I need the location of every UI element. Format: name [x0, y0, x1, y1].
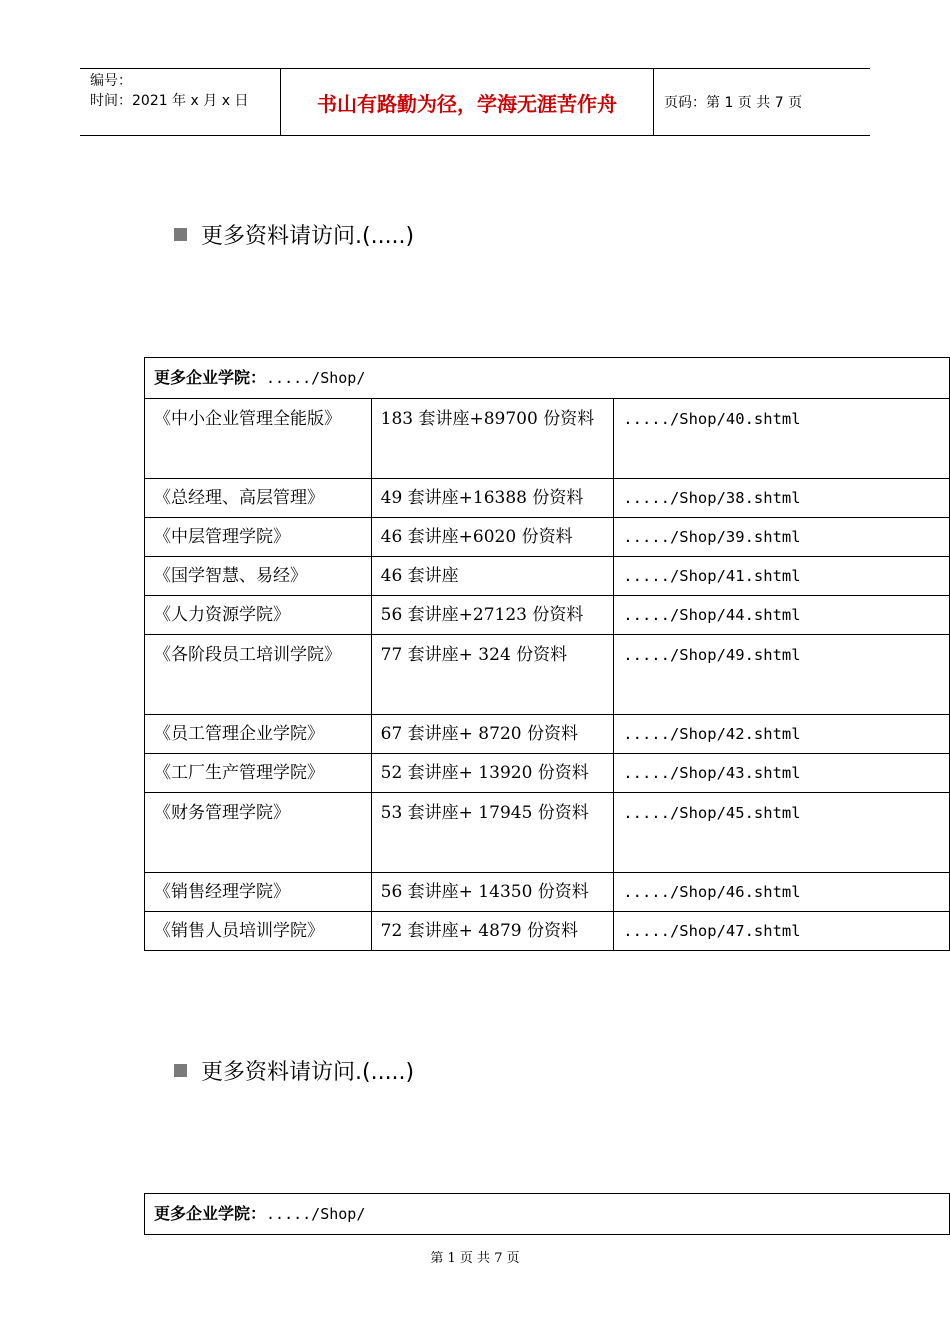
table-row [145, 557, 950, 596]
header-meta [80, 69, 281, 135]
document-header [80, 68, 870, 136]
square-bullet-icon [174, 1064, 187, 1077]
academy-name: 《中层管理学院》 [145, 518, 372, 557]
academy-link[interactable]: ...../Shop/42.shtml [614, 715, 950, 754]
academy-name: 《国学智慧、易经》 [145, 557, 372, 596]
academy-link[interactable]: ...../Shop/46.shtml [614, 873, 950, 912]
academy-description: 52 套讲座+ 13920 份资料 [371, 754, 614, 793]
table-row [145, 635, 950, 715]
academy-link[interactable]: ...../Shop/45.shtml [614, 793, 950, 873]
academy-name: 《员工管理企业学院》 [145, 715, 372, 754]
table-title-label: 更多企业学院： [154, 1204, 267, 1223]
table-row [145, 596, 950, 635]
table-row [145, 912, 950, 951]
table-title [145, 358, 950, 399]
table-row [145, 715, 950, 754]
academy-name: 《销售经理学院》 [145, 873, 372, 912]
page-footer: 第 1 页 共 7 页 [430, 1251, 520, 1266]
academy-description: 56 套讲座+27123 份资料 [371, 596, 614, 635]
academy-table [144, 357, 950, 951]
header-page-info: 页码：第 1 页 共 7 页 [664, 95, 803, 111]
table-row [145, 479, 950, 518]
table-row [145, 793, 950, 873]
academy-description: 67 套讲座+ 8720 份资料 [371, 715, 614, 754]
academy-description: 53 套讲座+ 17945 份资料 [371, 793, 614, 873]
table-title-link[interactable]: ...../Shop/ [266, 1205, 366, 1223]
academy-link[interactable]: ...../Shop/49.shtml [614, 635, 950, 715]
section-heading [174, 219, 414, 250]
table-title-label: 更多企业学院： [154, 368, 267, 387]
table-title-link[interactable]: ...../Shop/ [266, 369, 366, 387]
academy-name: 《财务管理学院》 [145, 793, 372, 873]
table-row [145, 754, 950, 793]
academy-name: 《人力资源学院》 [145, 596, 372, 635]
academy-link[interactable]: ...../Shop/47.shtml [614, 912, 950, 951]
square-bullet-icon [174, 228, 187, 241]
section-heading-text: 更多资料请访问.(.....) [201, 224, 415, 249]
academy-description: 72 套讲座+ 4879 份资料 [371, 912, 614, 951]
time-label: 时间：2021 年 x 月 x 日 [90, 93, 249, 109]
header-motto: 书山有路勤为径，学海无涯苦作舟 [281, 69, 654, 135]
table-row [145, 518, 950, 557]
academy-name: 《各阶段员工培训学院》 [145, 635, 372, 715]
academy-description: 46 套讲座 [371, 557, 614, 596]
academy-name: 《工厂生产管理学院》 [145, 754, 372, 793]
table-row [145, 873, 950, 912]
academy-description: 77 套讲座+ 324 份资料 [371, 635, 614, 715]
academy-link[interactable]: ...../Shop/39.shtml [614, 518, 950, 557]
academy-name: 《销售人员培训学院》 [145, 912, 372, 951]
academy-description: 49 套讲座+16388 份资料 [371, 479, 614, 518]
section-heading-text: 更多资料请访问.(.....) [201, 1060, 415, 1085]
number-label: 编号： [90, 73, 132, 89]
academy-description: 46 套讲座+6020 份资料 [371, 518, 614, 557]
academy-link[interactable]: ...../Shop/41.shtml [614, 557, 950, 596]
table-title [145, 1194, 950, 1235]
academy-table-2 [144, 1193, 950, 1235]
academy-name: 《总经理、高层管理》 [145, 479, 372, 518]
table-row [145, 399, 950, 479]
academy-description: 183 套讲座+89700 份资料 [371, 399, 614, 479]
academy-description: 56 套讲座+ 14350 份资料 [371, 873, 614, 912]
section-heading-2 [174, 1055, 414, 1086]
academy-link[interactable]: ...../Shop/38.shtml [614, 479, 950, 518]
academy-link[interactable]: ...../Shop/44.shtml [614, 596, 950, 635]
academy-link[interactable]: ...../Shop/43.shtml [614, 754, 950, 793]
academy-link[interactable]: ...../Shop/40.shtml [614, 399, 950, 479]
academy-name: 《中小企业管理全能版》 [145, 399, 372, 479]
